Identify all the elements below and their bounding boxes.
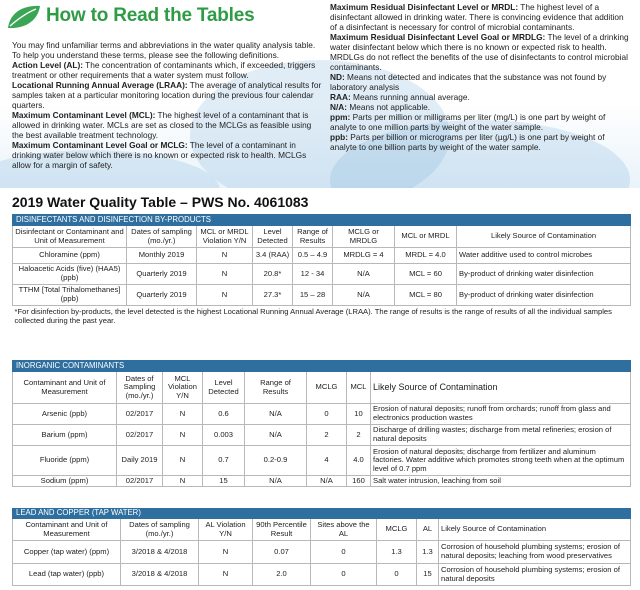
table-cell: N/A: [333, 285, 395, 306]
column-header: Level Detected: [253, 226, 293, 248]
definition-mrdl: Maximum Residual Disinfectant Level or MRDL: The highest level of a disinfectant allowed in drinking water. There is convincing evidence that addition of a disinfectant is necessary for control of microbial contaminants.: [330, 2, 624, 32]
table-cell: N/A: [245, 404, 307, 425]
column-header: Likely Source of Contamination: [371, 372, 631, 404]
table-cell: 15: [417, 564, 439, 586]
table-cell: Corrosion of household plumbing systems; erosion of natural deposits; leaching from wood preservatives: [439, 541, 631, 564]
table-cell: 3.4 (RAA): [253, 248, 293, 264]
table-cell: 10: [347, 404, 371, 425]
table-cell: 1.3: [377, 541, 417, 564]
definition-mrdlg: Maximum Residual Disinfectant Level Goal or MRDLG: The level of a drinking water disinfectant below which there is no known or expected risk to health. MRDLGs do not reflect the benefits of the use of disinfectants to control microbial contaminants.: [330, 32, 629, 72]
table-cell: 0: [377, 564, 417, 586]
table-cell: Chloramine (ppm): [13, 248, 127, 264]
table-row: [13, 476, 631, 487]
column-header: MCL: [347, 372, 371, 404]
disinfectants-footnote: *For disinfection by-products, the level detected is the highest Locational Running Annual Average (LRAA). The range of results is the range of results of all the individual samples collected during the past year.: [14, 307, 612, 325]
table-cell: 02/2017: [117, 476, 163, 487]
table-cell: Lead (tap water) (ppb): [13, 564, 121, 586]
table-cell: N/A: [307, 476, 347, 487]
column-header: AL Violation Y/N: [199, 519, 253, 541]
how-to-read-section: [0, 0, 640, 188]
disinfectants-table: [12, 214, 631, 328]
table-cell: 0.5 – 4.9: [293, 248, 333, 264]
table-cell: N: [163, 476, 203, 487]
column-header: Likely Source of Contamination: [457, 226, 631, 248]
table-cell: 02/2017: [117, 425, 163, 446]
column-header: Dates of sampling (mo./yr.): [121, 519, 199, 541]
column-header: MCLG: [307, 372, 347, 404]
table-cell: 15 – 28: [293, 285, 333, 306]
definition-ppb: ppb: Parts per billion or micrograms per liter (µg/L) is one part by weight of analyte to one billion parts by weight of the water sample.: [330, 132, 605, 152]
table-cell: 4.0: [347, 446, 371, 476]
table-cell: 0.6: [203, 404, 245, 425]
table-cell: 0.07: [253, 541, 311, 564]
table-row: [13, 425, 631, 446]
table-row: [13, 264, 631, 285]
table-cell: N: [163, 446, 203, 476]
table-cell: Barium (ppm): [13, 425, 117, 446]
definitions-left-column: [12, 40, 322, 170]
definitions-right-column: [330, 2, 632, 152]
table-row: [13, 541, 631, 564]
table-cell: Daily 2019: [117, 446, 163, 476]
leaf-icon: [6, 4, 42, 30]
table-cell: N: [197, 248, 253, 264]
table-row: [13, 248, 631, 264]
table-cell: N/A: [245, 425, 307, 446]
table-cell: 0: [311, 564, 377, 586]
lead-copper-table: [12, 508, 631, 586]
table-cell: Arsenic (ppb): [13, 404, 117, 425]
table-cell: 2.0: [253, 564, 311, 586]
table-cell: TTHM [Total Trihalomethanes] (ppb): [13, 285, 127, 306]
column-header: Level Detected: [203, 372, 245, 404]
table-cell: MRDL = 4.0: [395, 248, 457, 264]
table-cell: 20.8*: [253, 264, 293, 285]
water-quality-table-title: 2019 Water Quality Table – PWS No. 4061083: [12, 194, 309, 210]
column-header: Contaminant and Unit of Measurement: [13, 519, 121, 541]
column-header: MCLG: [377, 519, 417, 541]
column-header: Disinfectant or Contaminant and Unit of Measurement: [13, 226, 127, 248]
definition-raa: RAA: Means running annual average.: [330, 92, 470, 102]
definition-ppm: ppm: Parts per million or milligrams per liter (mg/L) is one part by weight of analyte to one million parts by weight of the water sample.: [330, 112, 606, 132]
table-cell: Quarterly 2019: [127, 285, 197, 306]
table-cell: Sodium (ppm): [13, 476, 117, 487]
table-cell: N/A: [333, 264, 395, 285]
column-header: Contaminant and Unit of Measurement: [13, 372, 117, 404]
column-header: Dates of sampling (mo./yr.): [127, 226, 197, 248]
column-header: 90th Percentile Result: [253, 519, 311, 541]
table-cell: Quarterly 2019: [127, 264, 197, 285]
table-cell: Discharge of drilling wastes; discharge from metal refineries; erosion of natural deposits: [371, 425, 631, 446]
table-cell: 2: [347, 425, 371, 446]
table-cell: Haloacetic Acids (five) (HAA5) (ppb): [13, 264, 127, 285]
table-cell: Erosion of natural deposits; runoff from orchards; runoff from glass and electronics production wastes: [371, 404, 631, 425]
table-cell: Fluoride (ppm): [13, 446, 117, 476]
definition-nd: ND: Means not detected and indicates that the substance was not found by laboratory analysis: [330, 72, 607, 92]
definition-mclg: Maximum Contaminant Level Goal or MCLG: The level of a contaminant in drinking water below which there is no known or expected risk to health. MCLGs allow for a margin of safety.: [12, 140, 307, 170]
table-cell: Water additive used to control microbes: [457, 248, 631, 264]
table-cell: By-product of drinking water disinfection: [457, 264, 631, 285]
table-cell: 160: [347, 476, 371, 487]
table-cell: 3/2018 & 4/2018: [121, 541, 199, 564]
column-header: Likely Source of Contamination: [439, 519, 631, 541]
table-cell: 0: [307, 404, 347, 425]
table-row: [13, 446, 631, 476]
table-cell: 12 - 34: [293, 264, 333, 285]
column-header: MCL Violation Y/N: [163, 372, 203, 404]
table-cell: N: [197, 264, 253, 285]
table-cell: N/A: [245, 476, 307, 487]
column-header: Range of Results: [245, 372, 307, 404]
table-cell: Erosion of natural deposits; discharge from fertilizer and aluminum factories. Water additive which promotes strong teeth when at the optimum level of 0.7 ppm: [371, 446, 631, 476]
column-header: MCL or MRDL: [395, 226, 457, 248]
table-cell: 0.2-0.9: [245, 446, 307, 476]
table-cell: MCL = 60: [395, 264, 457, 285]
table-cell: Monthly 2019: [127, 248, 197, 264]
table-cell: 0.7: [203, 446, 245, 476]
table-cell: 15: [203, 476, 245, 487]
table-cell: N: [197, 285, 253, 306]
table-row: [13, 285, 631, 306]
table-cell: MRDLG = 4: [333, 248, 395, 264]
definition-na: N/A: Means not applicable.: [330, 102, 431, 112]
table-cell: 1.3: [417, 541, 439, 564]
table-cell: N: [199, 564, 253, 586]
table-row: [13, 404, 631, 425]
table-cell: 02/2017: [117, 404, 163, 425]
definition-lraa: Locational Running Annual Average (LRAA): The average of analytical results for samples taken at a particular monitoring location during the previous four calendar quarters.: [12, 80, 322, 110]
column-header: MCL or MRDL Violation Y/N: [197, 226, 253, 248]
table-cell: Salt water intrusion, leaching from soil: [371, 476, 631, 487]
table-cell: N: [163, 404, 203, 425]
section-header-lead-copper: LEAD AND COPPER (TAP WATER): [13, 509, 631, 519]
column-header: MCLG or MRDLG: [333, 226, 395, 248]
intro-paragraph: You may find unfamiliar terms and abbreviations in the water quality analysis table. To help you understand these terms, please see the following definitions.: [12, 40, 316, 60]
definition-al: Action Level (AL): The concentration of contaminants which, if exceeded, triggers treatment or other requirements that a water system must follow.: [12, 60, 316, 80]
column-header: Range of Results: [293, 226, 333, 248]
column-header: Sites above the AL: [311, 519, 377, 541]
table-cell: N: [163, 425, 203, 446]
table-cell: Corrosion of household plumbing systems; erosion of natural deposits: [439, 564, 631, 586]
table-cell: N: [199, 541, 253, 564]
table-cell: Copper (tap water) (ppm): [13, 541, 121, 564]
column-header: Dates of Sampling (mo./yr.): [117, 372, 163, 404]
table-cell: 0.003: [203, 425, 245, 446]
table-cell: 3/2018 & 4/2018: [121, 564, 199, 586]
section-header-inorganic: INORGANIC CONTAMINANTS: [13, 361, 631, 372]
column-header: AL: [417, 519, 439, 541]
table-cell: By-product of drinking water disinfection: [457, 285, 631, 306]
inorganic-table: [12, 360, 631, 487]
table-cell: 0: [311, 541, 377, 564]
table-row: [13, 564, 631, 586]
definition-mcl: Maximum Contaminant Level (MCL): The highest level of a contaminant that is allowed in drinking water. MCLs are set as closed to the MCLGs as feasible using the best available treatment technology.: [12, 110, 312, 140]
section-header-disinfectants: DISINFECTANTS AND DISINFECTION BY-PRODUCTS: [13, 215, 631, 226]
table-cell: MCL = 80: [395, 285, 457, 306]
table-cell: 4: [307, 446, 347, 476]
table-cell: 2: [307, 425, 347, 446]
table-cell: 27.3*: [253, 285, 293, 306]
page-title: How to Read the Tables: [46, 5, 255, 26]
